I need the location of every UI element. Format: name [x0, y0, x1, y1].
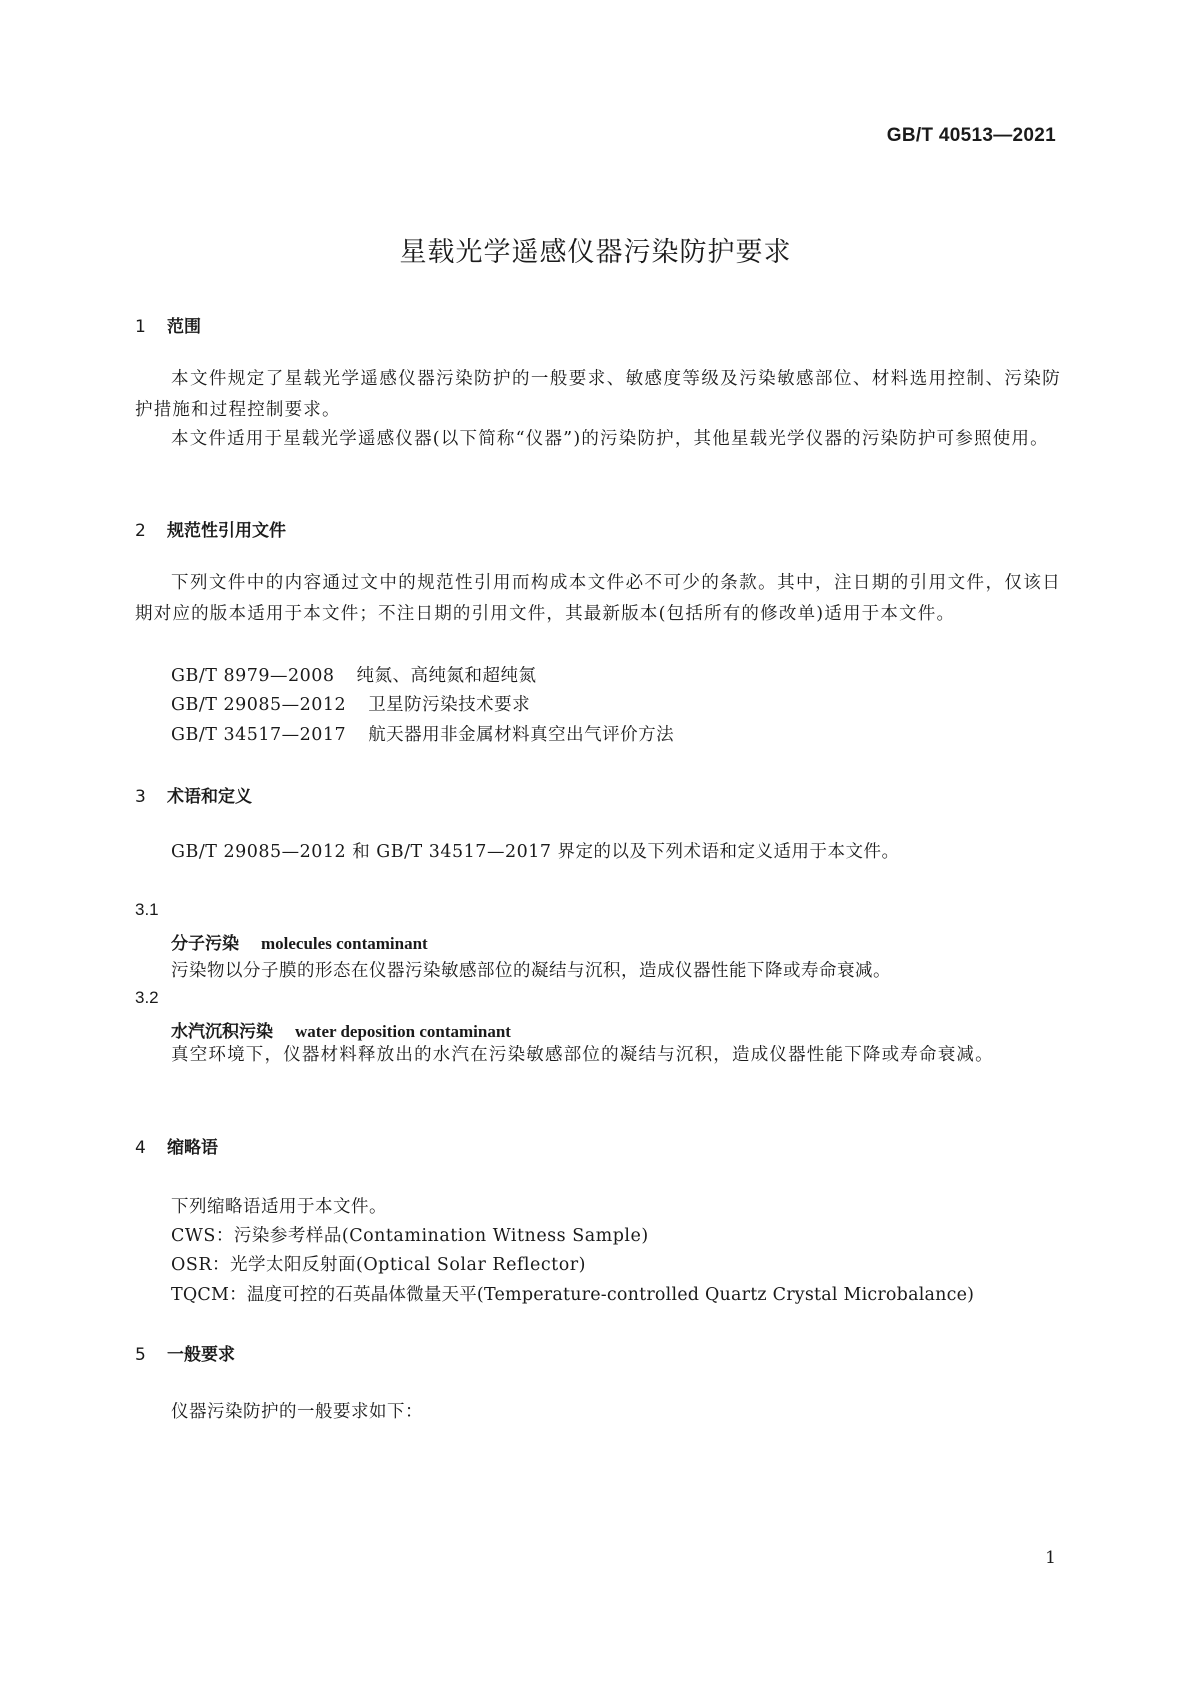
section-3-paragraph-1: GB/T 29085—2012 和 GB/T 34517—2017 界定的以及下列术语和定义适用于本文件。 [171, 842, 900, 862]
standard-code: GB/T 40513—2021 [886, 125, 1056, 146]
section-title: 规范性引用文件 [167, 521, 286, 541]
section-5-intro: 仪器污染防护的一般要求如下： [171, 1402, 423, 1422]
term-definition: 污染物以分子膜的形态在仪器污染敏感部位的凝结与沉积，造成仪器性能下降或寿命衰减。 [171, 961, 891, 981]
term-number: 3.1 [135, 900, 159, 919]
section-number: 3 [135, 787, 146, 807]
document-title: 星载光学遥感仪器污染防护要求 [399, 237, 792, 268]
abbreviation-item: TQCM：温度可控的石英晶体微量天平(Temperature-controlled Quartz Crystal Microbalance) [171, 1285, 975, 1305]
term-number: 3.2 [135, 988, 159, 1007]
abbreviation-item: CWS：污染参考样品(Contamination Witness Sample) [171, 1226, 649, 1246]
reference-code: GB/T 29085—2012 [171, 695, 347, 715]
term-name [171, 929, 428, 954]
section-2-paragraph-1: 下列文件中的内容通过文中的规范性引用而构成本文件必不可少的条款。其中，注日期的引用文件，仅该日期对应的版本适用于本文件；不注日期的引用文件，其最新版本(包括所有的修改单)适用于本文件。 [135, 573, 1061, 624]
section-5-heading [135, 1340, 235, 1365]
reference-item [171, 721, 674, 746]
reference-item [171, 662, 537, 687]
section-1-paragraph-1: 本文件规定了星载光学遥感仪器污染防护的一般要求、敏感度等级及污染敏感部位、材料选用控制、污染防护措施和过程控制要求。 [135, 369, 1061, 420]
page-number: 1 [1045, 1548, 1056, 1568]
term-name-cn: 水汽沉积污染 [171, 1022, 273, 1042]
reference-title: 航天器用非金属材料真空出气评价方法 [368, 725, 675, 745]
section-number: 5 [135, 1345, 146, 1365]
section-number: 2 [135, 521, 146, 541]
reference-code: GB/T 8979—2008 [171, 666, 335, 686]
section-2-heading [135, 516, 286, 541]
section-title: 缩略语 [167, 1138, 218, 1158]
term-name-en: water deposition contaminant [295, 1022, 511, 1041]
reference-title: 卫星防污染技术要求 [368, 695, 531, 715]
section-1-heading [135, 312, 201, 337]
section-title: 一般要求 [167, 1345, 235, 1365]
term-name-en: molecules contaminant [261, 934, 428, 953]
abbreviation-intro: 下列缩略语适用于本文件。 [171, 1197, 387, 1217]
reference-item [171, 691, 530, 716]
section-number: 1 [135, 317, 146, 337]
section-number: 4 [135, 1138, 146, 1158]
term-name-cn: 分子污染 [171, 934, 239, 954]
section-1-paragraph-2: 本文件适用于星载光学遥感仪器(以下简称“仪器”)的污染防护，其他星载光学仪器的污染防护可参照使用。 [171, 429, 1049, 449]
section-title: 术语和定义 [167, 787, 252, 807]
section-4-heading [135, 1133, 218, 1158]
term-name [171, 1017, 511, 1042]
abbreviation-item: OSR：光学太阳反射面(Optical Solar Reflector) [171, 1255, 586, 1275]
section-title: 范围 [167, 317, 201, 337]
term-definition: 真空环境下，仪器材料释放出的水汽在污染敏感部位的凝结与沉积，造成仪器性能下降或寿命衰减。 [171, 1045, 994, 1065]
section-3-heading [135, 782, 252, 807]
reference-title: 纯氮、高纯氮和超纯氮 [356, 666, 537, 686]
reference-code: GB/T 34517—2017 [171, 725, 347, 745]
